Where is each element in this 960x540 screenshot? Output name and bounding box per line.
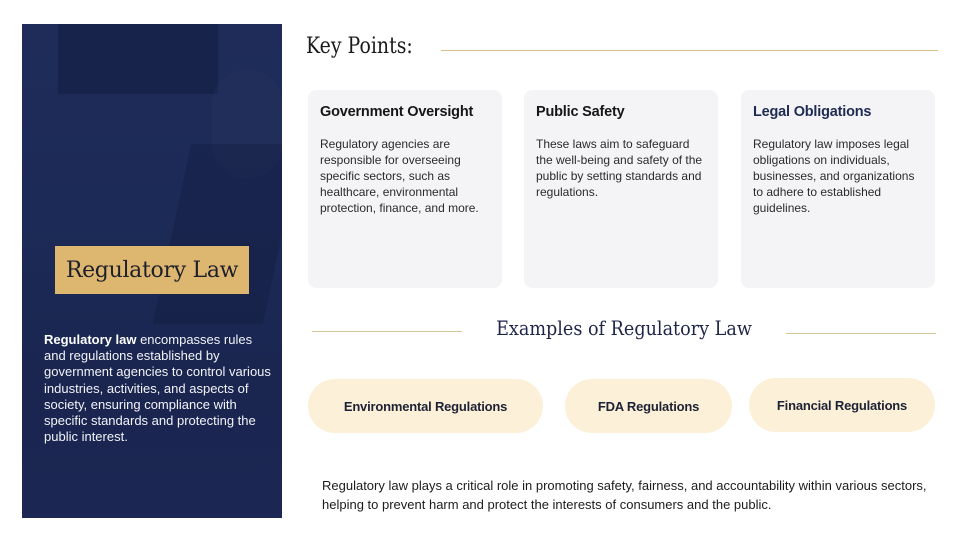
title-badge bbox=[55, 246, 249, 294]
key-points-heading: Key Points: bbox=[306, 34, 413, 59]
example-pill-fda: FDA Regulations bbox=[565, 379, 732, 433]
example-pill-environmental: Environmental Regulations bbox=[308, 379, 543, 433]
background-photo-shape bbox=[153, 144, 282, 324]
background-photo-shape bbox=[58, 24, 218, 94]
card-title: Government Oversight bbox=[320, 104, 474, 120]
card-title: Legal Obligations bbox=[753, 104, 872, 120]
examples-heading: Examples of Regulatory Law bbox=[496, 316, 752, 340]
examples-divider-left bbox=[312, 331, 462, 332]
hero-image-panel bbox=[22, 24, 282, 518]
intro-description-bold: Regulatory law bbox=[44, 332, 137, 347]
intro-description bbox=[44, 332, 272, 445]
summary-text: Regulatory law plays a critical role in promoting safety, fairness, and accountability within various sectors, helping to prevent harm and protect the interests of consumers and the public. bbox=[322, 478, 927, 512]
card-body: These laws aim to safeguard the well-being and safety of the public by setting standards and regulations. bbox=[536, 137, 703, 199]
page-title: Regulatory Law bbox=[65, 257, 239, 283]
card-body: Regulatory law imposes legal obligations on individuals, businesses, and organizations to adhere to established guidelines. bbox=[753, 137, 915, 215]
key-point-card-government-oversight bbox=[308, 90, 502, 288]
examples-divider-right bbox=[786, 333, 936, 334]
intro-description-text: encompasses rules and regulations established by government agencies to control various industries, activities, and aspects of society, ensuring compliance with specific standards and protecting the public interest. bbox=[44, 332, 271, 445]
key-point-card-legal-obligations bbox=[741, 90, 935, 288]
example-pill-financial: Financial Regulations bbox=[749, 378, 935, 432]
key-point-card-public-safety bbox=[524, 90, 718, 288]
card-title: Public Safety bbox=[536, 104, 625, 120]
card-body: Regulatory agencies are responsible for overseeing specific sectors, such as healthcare, environmental protection, finance, and more. bbox=[320, 137, 479, 215]
heading-divider bbox=[441, 50, 938, 51]
